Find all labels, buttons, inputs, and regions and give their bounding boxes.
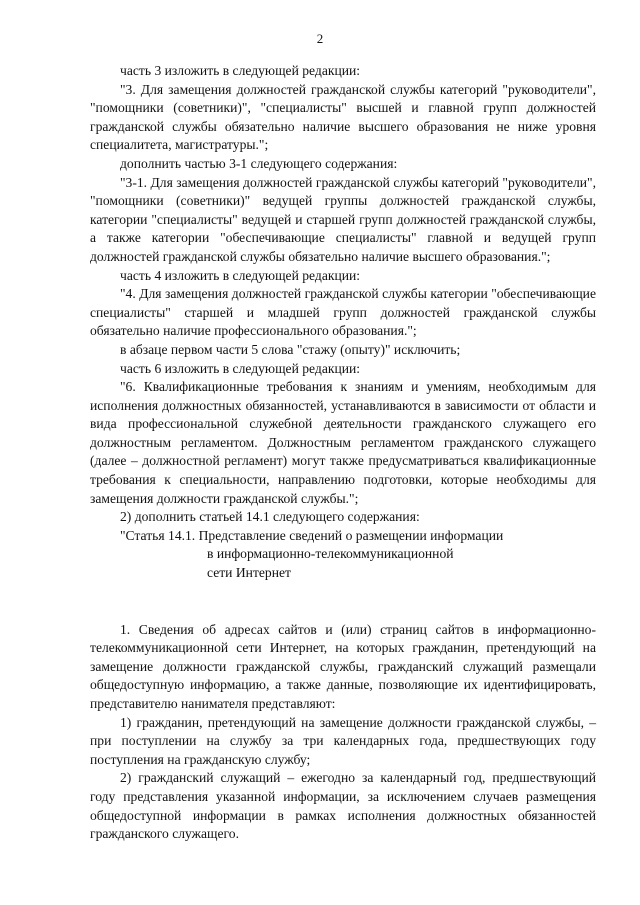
article-heading-line-3: сети Интернет bbox=[207, 565, 291, 581]
paragraph-part-4-text: "4. Для замещения должностей гражданской службы категории "обеспечивающие специалисты" старшей и младшей групп должностей гражданской службы обязательно наличие профессионального образования."; bbox=[90, 286, 596, 339]
article-heading-line-2: в информационно-телекоммуникационной bbox=[207, 546, 454, 562]
paragraph-add-article-14-1: 2) дополнить статьей 14.1 следующего содержания: bbox=[120, 509, 420, 525]
paragraph-part-6-text: "6. Квалификационные требования к знаниям и умениям, необходимым для исполнения должностных обязанностей, устанавливаются в зависимости от области и вида профессиональной служебной деятельности гражданского служащего его должностным регламентом. Должностным регламентом гражданского служащего (далее – должностной регламент) могут также предусматриваться квалификационные требования к специальности, направлению подготовки, которые необходимы для замещения должности гражданской службы."; bbox=[90, 379, 596, 506]
spacer bbox=[90, 583, 596, 621]
paragraph-part-5-change: в абзаце первом части 5 слова "стажу (опыту)" исключить; bbox=[120, 341, 461, 357]
article-item-1: 1) гражданин, претендующий на замещение должности гражданской службы, – при поступлении на службу за три календарных года, предшествующих году поступления на гражданскую службу; bbox=[90, 714, 596, 767]
page-number: 2 bbox=[316, 31, 324, 46]
article-item-2: 2) гражданский служащий – ежегодно за календарный год, предшествующий году представления указанной информации, за исключением случаев размещения общедоступной информации в рамках исполнения должностных обязанностей гражданского служащего. bbox=[90, 770, 596, 842]
paragraph-amend-part-4: часть 4 изложить в следующей редакции: bbox=[120, 267, 361, 283]
article-paragraph-1: 1. Сведения об адресах сайтов и (или) страниц сайтов в информационно-телекоммуникационной сети Интернет, на которых гражданин, претендующий на замещение должности гражданской службы, гражданский служащий размещали общедоступную информацию, а также данные, позволяющие их идентифицировать, представителю нанимателя представляют: bbox=[90, 621, 596, 711]
paragraph-part-3-1-text: "3-1. Для замещения должностей гражданской службы категорий "руководители", "помощники (советники)" ведущей группы должностей гражданской службы, категории "специалисты" ведущей и старшей групп должностей гражданской службы, а также категории "обеспечивающие специалисты" главной и ведущей групп должностей гражданской службы обязательно наличие высшего образования."; bbox=[90, 174, 596, 264]
paragraph-add-part-3-1: дополнить частью 3-1 следующего содержания: bbox=[120, 155, 398, 171]
document-body bbox=[90, 62, 596, 844]
paragraph-part-3-text: "3. Для замещения должностей гражданской службы категорий "руководители", "помощники (советники)", "специалисты" высшей и главной групп должностей гражданской службы обязательно наличие высшего образования не ниже уровня специалитета, магистратуры."; bbox=[90, 81, 596, 153]
paragraph-amend-part-3: часть 3 изложить в следующей редакции: bbox=[120, 63, 361, 78]
article-heading-line-1: "Статья 14.1. Представление сведений о размещении информации bbox=[120, 527, 504, 543]
paragraph-amend-part-6: часть 6 изложить в следующей редакции: bbox=[120, 360, 361, 376]
